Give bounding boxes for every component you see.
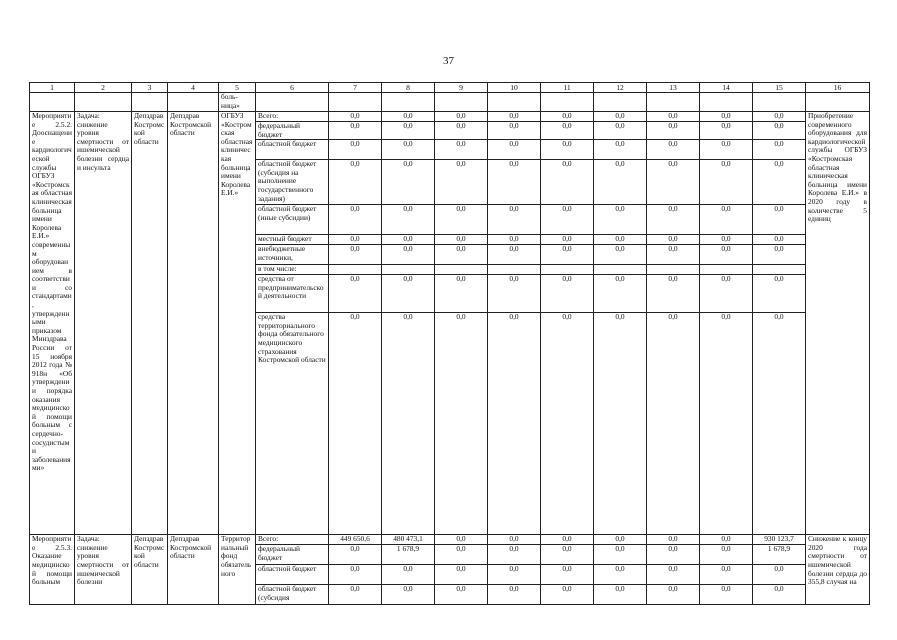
value-cell: 0,0 bbox=[382, 140, 435, 160]
value-cell: 0,0 bbox=[435, 245, 488, 265]
value-cell: 0,0 bbox=[329, 205, 382, 235]
table-cell bbox=[700, 93, 753, 112]
value-cell: 0,0 bbox=[753, 122, 806, 140]
value-cell: 0,0 bbox=[594, 585, 647, 605]
table-cell bbox=[30, 93, 75, 112]
value-cell: 0,0 bbox=[594, 205, 647, 235]
value-cell: 0,0 bbox=[594, 122, 647, 140]
table-cell bbox=[541, 93, 594, 112]
block1-c5: ОГБУЗ «Костромская областная клиническая больница имени Королева Е.И.» bbox=[219, 112, 256, 535]
value-cell: 0,0 bbox=[382, 160, 435, 205]
value-cell: 449 650,6 bbox=[329, 535, 382, 545]
table-cell bbox=[435, 93, 488, 112]
funding-source: областной бюджет (иные субсидии) bbox=[256, 205, 329, 235]
budget-table bbox=[29, 82, 870, 605]
table-cell bbox=[488, 93, 541, 112]
funding-source: Всего: bbox=[256, 112, 329, 122]
value-cell: 0,0 bbox=[700, 245, 753, 265]
value-cell: 930 123,7 bbox=[753, 535, 806, 545]
table-cell bbox=[382, 93, 435, 112]
column-header: 11 bbox=[541, 83, 594, 93]
value-cell: 0,0 bbox=[700, 112, 753, 122]
table-row bbox=[30, 112, 870, 122]
value-cell: 0,0 bbox=[382, 245, 435, 265]
value-cell: 0,0 bbox=[700, 235, 753, 245]
funding-source: средства от предпринимательской деятельности bbox=[256, 275, 329, 313]
value-cell: 0,0 bbox=[647, 565, 700, 585]
value-cell: 0,0 bbox=[435, 545, 488, 565]
column-header: 1 bbox=[30, 83, 75, 93]
value-cell: 0,0 bbox=[647, 245, 700, 265]
table-cell bbox=[329, 93, 382, 112]
column-header: 6 bbox=[256, 83, 329, 93]
funding-source: федеральный бюджет bbox=[256, 122, 329, 140]
value-cell: 0,0 bbox=[594, 235, 647, 245]
value-cell: 0,0 bbox=[753, 112, 806, 122]
value-cell: 0,0 bbox=[647, 275, 700, 313]
column-header: 8 bbox=[382, 83, 435, 93]
value-cell: 0,0 bbox=[700, 313, 753, 535]
value-cell: 0,0 bbox=[541, 235, 594, 245]
value-cell: 0,0 bbox=[435, 160, 488, 205]
value-cell: 0,0 bbox=[435, 313, 488, 535]
funding-source: внебюджетные источники, bbox=[256, 245, 329, 265]
value-cell: 0,0 bbox=[488, 535, 541, 545]
value-cell: 0,0 bbox=[594, 112, 647, 122]
header-row bbox=[30, 83, 870, 93]
value-cell: 0,0 bbox=[541, 140, 594, 160]
value-cell: 0,0 bbox=[647, 585, 700, 605]
block2-c1: Мероприятие 2.5.3. Оказание медицинской помощи больным bbox=[30, 535, 75, 605]
table-cell bbox=[75, 93, 132, 112]
value-cell: 0,0 bbox=[435, 112, 488, 122]
value-cell: 0,0 bbox=[382, 565, 435, 585]
column-header: 10 bbox=[488, 83, 541, 93]
value-cell: 0,0 bbox=[488, 585, 541, 605]
value-cell: 0,0 bbox=[382, 313, 435, 535]
value-cell: 0,0 bbox=[435, 535, 488, 545]
block1-c16: Приобретение современного оборудования для кардиологической службы ОГБУЗ «Костромская областная клиническая больница имени Королева Е.И.» в 2020 году в количестве 5 единиц bbox=[806, 112, 870, 535]
block1-c1: Мероприятие 2.5.2. Дооснащение кардиологической службы ОГБУЗ «Костромская областная клиническая больница имени Королева Е.И.» современным оборудованием в соответствии со стандартами, утвержденными приказом Минздрава России от 15 ноября 2012 года № 918н «Об утверждении порядка оказания медицинской помощи больным с сердечно-сосудистыми заболеваниями» bbox=[30, 112, 75, 535]
value-cell bbox=[329, 265, 382, 275]
value-cell: 0,0 bbox=[647, 205, 700, 235]
column-header: 2 bbox=[75, 83, 132, 93]
value-cell: 0,0 bbox=[647, 313, 700, 535]
value-cell: 0,0 bbox=[594, 140, 647, 160]
value-cell: 0,0 bbox=[435, 235, 488, 245]
value-cell: 0,0 bbox=[329, 140, 382, 160]
funding-source: областной бюджет bbox=[256, 565, 329, 585]
value-cell: 0,0 bbox=[382, 112, 435, 122]
column-header: 15 bbox=[753, 83, 806, 93]
value-cell: 0,0 bbox=[753, 245, 806, 265]
value-cell: 0,0 bbox=[541, 205, 594, 235]
funding-source: Всего: bbox=[256, 535, 329, 545]
value-cell: 0,0 bbox=[700, 585, 753, 605]
value-cell: 0,0 bbox=[435, 275, 488, 313]
value-cell: 0,0 bbox=[329, 565, 382, 585]
page-number: 37 bbox=[443, 55, 454, 67]
value-cell: 0,0 bbox=[541, 565, 594, 585]
value-cell: 0,0 bbox=[700, 545, 753, 565]
value-cell: 0,0 bbox=[541, 545, 594, 565]
value-cell bbox=[488, 265, 541, 275]
value-cell: 0,0 bbox=[329, 545, 382, 565]
value-cell: 0,0 bbox=[488, 140, 541, 160]
value-cell: 0,0 bbox=[382, 235, 435, 245]
table-cell bbox=[132, 93, 168, 112]
value-cell: 0,0 bbox=[488, 313, 541, 535]
funding-source: средства территориального фонда обязательного медицинского страхования Костромской области bbox=[256, 313, 329, 535]
column-header: 16 bbox=[806, 83, 870, 93]
value-cell: 0,0 bbox=[594, 535, 647, 545]
value-cell: 0,0 bbox=[647, 535, 700, 545]
value-cell: 0,0 bbox=[329, 245, 382, 265]
table-cell bbox=[753, 93, 806, 112]
column-header: 14 bbox=[700, 83, 753, 93]
value-cell: 0,0 bbox=[541, 245, 594, 265]
value-cell: 0,0 bbox=[647, 235, 700, 245]
value-cell: 0,0 bbox=[382, 122, 435, 140]
value-cell: 0,0 bbox=[435, 122, 488, 140]
value-cell: 0,0 bbox=[329, 585, 382, 605]
value-cell: 0,0 bbox=[488, 545, 541, 565]
value-cell: 0,0 bbox=[435, 140, 488, 160]
funding-source: федеральный бюджет bbox=[256, 545, 329, 565]
value-cell bbox=[647, 265, 700, 275]
value-cell: 0,0 bbox=[329, 275, 382, 313]
table-cell bbox=[806, 93, 870, 112]
funding-source: местный бюджет bbox=[256, 235, 329, 245]
value-cell: 0,0 bbox=[329, 313, 382, 535]
value-cell: 0,0 bbox=[647, 140, 700, 160]
value-cell: 0,0 bbox=[700, 535, 753, 545]
value-cell: 0,0 bbox=[541, 313, 594, 535]
value-cell bbox=[594, 265, 647, 275]
value-cell: 0,0 bbox=[647, 112, 700, 122]
block1-c4: Депздрав Костромской области bbox=[168, 112, 219, 535]
value-cell: 0,0 bbox=[753, 205, 806, 235]
funding-source: областной бюджет (субсидия на выполнение государственного задания) bbox=[256, 160, 329, 205]
value-cell: 0,0 bbox=[329, 112, 382, 122]
value-cell: 1 678,9 bbox=[753, 545, 806, 565]
value-cell: 0,0 bbox=[541, 122, 594, 140]
column-header: 13 bbox=[647, 83, 700, 93]
value-cell: 0,0 bbox=[382, 585, 435, 605]
column-header: 9 bbox=[435, 83, 488, 93]
value-cell: 1 678,9 bbox=[382, 545, 435, 565]
value-cell: 0,0 bbox=[329, 235, 382, 245]
value-cell: 0,0 bbox=[753, 140, 806, 160]
value-cell: 0,0 bbox=[382, 275, 435, 313]
value-cell: 0,0 bbox=[594, 160, 647, 205]
value-cell bbox=[541, 265, 594, 275]
value-cell: 0,0 bbox=[488, 122, 541, 140]
column-header: 5 bbox=[219, 83, 256, 93]
value-cell: 0,0 bbox=[488, 160, 541, 205]
value-cell: 0,0 bbox=[488, 275, 541, 313]
funding-source: в том числе: bbox=[256, 265, 329, 275]
table-cell bbox=[168, 93, 219, 112]
value-cell: 0,0 bbox=[435, 205, 488, 235]
continuation-row bbox=[30, 93, 870, 112]
value-cell bbox=[753, 265, 806, 275]
table-cell bbox=[594, 93, 647, 112]
value-cell: 0,0 bbox=[647, 122, 700, 140]
block1-c2: Задача: снижение уровня смертности от ишемической болезни сердца и инсульта bbox=[75, 112, 132, 535]
column-header: 12 bbox=[594, 83, 647, 93]
table-cell bbox=[647, 93, 700, 112]
value-cell: 0,0 bbox=[488, 565, 541, 585]
column-header: 4 bbox=[168, 83, 219, 93]
value-cell: 0,0 bbox=[541, 275, 594, 313]
value-cell: 0,0 bbox=[700, 565, 753, 585]
value-cell: 0,0 bbox=[594, 313, 647, 535]
value-cell: 0,0 bbox=[329, 160, 382, 205]
value-cell bbox=[435, 265, 488, 275]
value-cell: 0,0 bbox=[753, 275, 806, 313]
block1-c3: Депздрав Костромской области bbox=[132, 112, 168, 535]
value-cell: 0,0 bbox=[435, 585, 488, 605]
funding-source: областной бюджет bbox=[256, 140, 329, 160]
value-cell: 0,0 bbox=[700, 275, 753, 313]
column-header: 7 bbox=[329, 83, 382, 93]
value-cell: 0,0 bbox=[753, 585, 806, 605]
value-cell: 0,0 bbox=[700, 160, 753, 205]
table-cell: боль-ница» bbox=[219, 93, 256, 112]
value-cell: 0,0 bbox=[753, 160, 806, 205]
funding-source: областной бюджет (субсидия bbox=[256, 585, 329, 605]
value-cell: 0,0 bbox=[594, 245, 647, 265]
block2-c4: Депздрав Костромской области bbox=[168, 535, 219, 605]
block2-c16: Снижение к концу 2020 года смертности от ишемической болезни сердца до 355,8 случая на bbox=[806, 535, 870, 605]
value-cell: 0,0 bbox=[753, 235, 806, 245]
value-cell: 0,0 bbox=[488, 235, 541, 245]
column-header: 3 bbox=[132, 83, 168, 93]
value-cell: 0,0 bbox=[700, 140, 753, 160]
value-cell: 0,0 bbox=[647, 545, 700, 565]
value-cell: 0,0 bbox=[541, 585, 594, 605]
value-cell: 0,0 bbox=[435, 565, 488, 585]
block2-c2: Задача: снижение уровня смертности от ишемической болезни bbox=[75, 535, 132, 605]
value-cell: 0,0 bbox=[541, 112, 594, 122]
value-cell bbox=[382, 265, 435, 275]
value-cell: 0,0 bbox=[541, 160, 594, 205]
value-cell: 0,0 bbox=[700, 205, 753, 235]
block2-c3: Депздрав Костромской области bbox=[132, 535, 168, 605]
value-cell: 0,0 bbox=[382, 205, 435, 235]
value-cell: 0,0 bbox=[541, 535, 594, 545]
value-cell: 0,0 bbox=[594, 565, 647, 585]
value-cell: 480 473,1 bbox=[382, 535, 435, 545]
value-cell: 0,0 bbox=[488, 112, 541, 122]
value-cell: 0,0 bbox=[700, 122, 753, 140]
table-row bbox=[30, 535, 870, 545]
value-cell: 0,0 bbox=[594, 275, 647, 313]
value-cell: 0,0 bbox=[488, 205, 541, 235]
table-cell bbox=[256, 93, 329, 112]
value-cell: 0,0 bbox=[753, 313, 806, 535]
value-cell: 0,0 bbox=[594, 545, 647, 565]
value-cell: 0,0 bbox=[753, 565, 806, 585]
block2-c5: Территориальный фонд обязательного bbox=[219, 535, 256, 605]
value-cell: 0,0 bbox=[647, 160, 700, 205]
value-cell: 0,0 bbox=[329, 122, 382, 140]
value-cell bbox=[700, 265, 753, 275]
value-cell: 0,0 bbox=[488, 245, 541, 265]
